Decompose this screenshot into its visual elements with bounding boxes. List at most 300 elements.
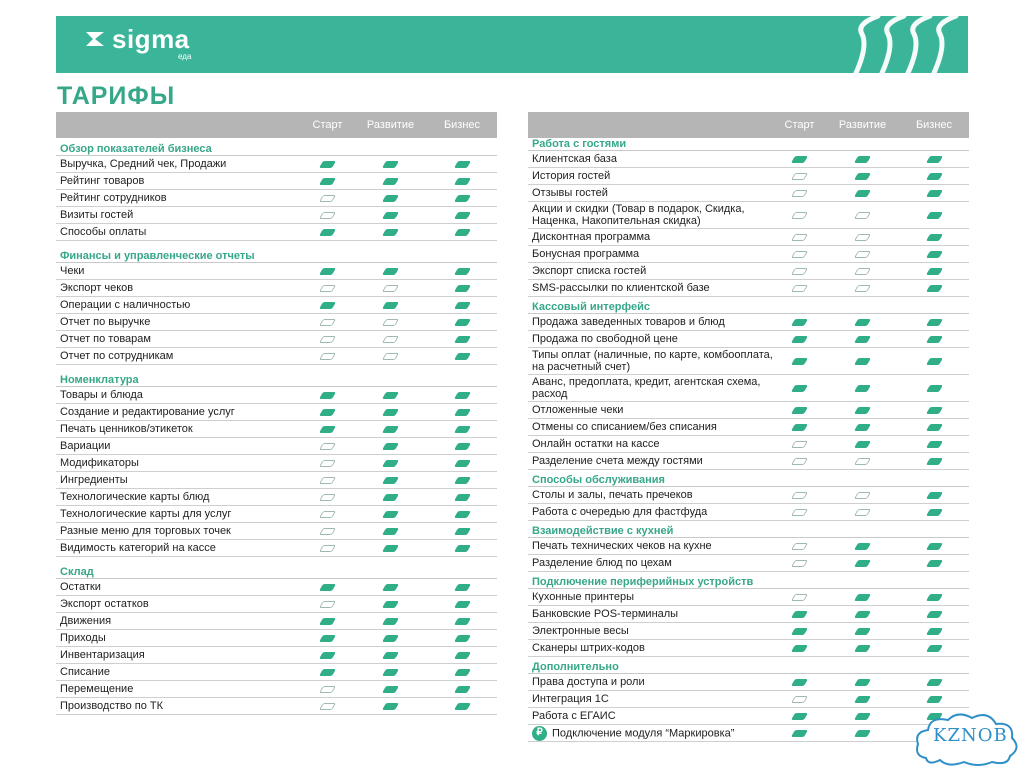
feature-label: Электронные весы xyxy=(532,624,629,637)
table-row xyxy=(528,555,969,572)
table-row xyxy=(528,151,969,168)
included-mark-icon xyxy=(854,713,871,720)
table-row xyxy=(56,472,497,489)
feature-label: Аванс, предоплата, кредит, агентская схема, расход xyxy=(532,375,761,400)
included-mark-icon xyxy=(453,635,470,642)
not-included-mark-icon xyxy=(791,560,808,567)
feature-label: Рейтинг сотрудников xyxy=(60,191,167,204)
included-mark-icon xyxy=(854,441,871,448)
feature-label: Рейтинг товаров xyxy=(60,174,145,187)
section-header: Дополнительно xyxy=(528,657,969,674)
not-included-mark-icon xyxy=(319,353,336,360)
table-header xyxy=(56,112,497,138)
table-row xyxy=(528,402,969,419)
included-mark-icon xyxy=(453,319,470,326)
feature-label: Работа с ЕГАИС xyxy=(532,709,616,722)
included-mark-icon xyxy=(925,212,942,219)
not-included-mark-icon xyxy=(791,509,808,516)
feature-label: Кухонные принтеры xyxy=(532,590,634,603)
not-included-mark-icon xyxy=(319,545,336,552)
not-included-mark-icon xyxy=(854,458,871,465)
included-mark-icon xyxy=(453,669,470,676)
table-row xyxy=(528,606,969,623)
not-included-mark-icon xyxy=(791,190,808,197)
brand-sub: еда xyxy=(178,52,192,61)
feature-label: Экспорт чеков xyxy=(60,281,134,294)
table-row xyxy=(56,224,497,241)
feature-label: Движения xyxy=(60,614,112,627)
feature-label: Выручка, Средний чек, Продажи xyxy=(60,157,227,170)
included-mark-icon xyxy=(925,611,942,618)
section-header: Склад xyxy=(56,557,497,579)
not-included-mark-icon xyxy=(382,285,399,292)
included-mark-icon xyxy=(453,460,470,467)
included-mark-icon xyxy=(925,594,942,601)
included-mark-icon xyxy=(453,686,470,693)
feature-label: Разделение счета между гостями xyxy=(532,454,703,467)
not-included-mark-icon xyxy=(854,251,871,258)
feature-label: История гостей xyxy=(532,169,611,182)
included-mark-icon xyxy=(925,543,942,550)
included-mark-icon xyxy=(854,696,871,703)
sigma-logo-icon xyxy=(84,30,106,48)
table-row xyxy=(528,708,969,725)
included-mark-icon xyxy=(319,635,336,642)
feature-label: Отчет по выручке xyxy=(60,315,151,328)
included-mark-icon xyxy=(854,679,871,686)
included-mark-icon xyxy=(925,492,942,499)
not-included-mark-icon xyxy=(854,268,871,275)
not-included-mark-icon xyxy=(791,594,808,601)
feature-label: Банковские POS-терминалы xyxy=(532,607,679,620)
table-row xyxy=(528,280,969,297)
not-included-mark-icon xyxy=(319,443,336,450)
feature-label: Права доступа и роли xyxy=(532,675,645,688)
not-included-mark-icon xyxy=(319,601,336,608)
included-mark-icon xyxy=(791,730,808,737)
included-mark-icon xyxy=(453,528,470,535)
included-mark-icon xyxy=(382,195,399,202)
feature-label: Видимость категорий на кассе xyxy=(60,541,216,554)
included-mark-icon xyxy=(382,703,399,710)
table-row xyxy=(56,348,497,365)
watermark-text: KZNOB xyxy=(933,725,1008,746)
included-mark-icon xyxy=(382,426,399,433)
feature-label: Модификаторы xyxy=(60,456,139,469)
not-included-mark-icon xyxy=(319,494,336,501)
included-mark-icon xyxy=(925,407,942,414)
included-mark-icon xyxy=(319,618,336,625)
included-mark-icon xyxy=(453,302,470,309)
included-mark-icon xyxy=(453,161,470,168)
table-row xyxy=(528,263,969,280)
feature-label: Отчет по товарам xyxy=(60,332,151,345)
included-mark-icon xyxy=(854,543,871,550)
feature-label: Отложенные чеки xyxy=(532,403,624,416)
included-mark-icon xyxy=(791,645,808,652)
feature-label: Разные меню для торговых точек xyxy=(60,524,231,537)
table-row xyxy=(528,453,969,470)
included-mark-icon xyxy=(382,178,399,185)
included-mark-icon xyxy=(382,686,399,693)
included-mark-icon xyxy=(382,392,399,399)
included-mark-icon xyxy=(453,409,470,416)
included-mark-icon xyxy=(854,611,871,618)
included-mark-icon xyxy=(453,545,470,552)
included-mark-icon xyxy=(319,302,336,309)
header-banner xyxy=(56,16,968,73)
included-mark-icon xyxy=(925,645,942,652)
included-mark-icon xyxy=(453,703,470,710)
feature-label: Чеки xyxy=(60,264,85,277)
table-row xyxy=(56,438,497,455)
included-mark-icon xyxy=(453,601,470,608)
feature-label: Продажа по свободной цене xyxy=(532,332,678,345)
table-row xyxy=(56,156,497,173)
included-mark-icon xyxy=(453,584,470,591)
table-row xyxy=(528,504,969,521)
included-mark-icon xyxy=(925,190,942,197)
table-row xyxy=(528,168,969,185)
included-mark-icon xyxy=(854,730,871,737)
table-row xyxy=(528,623,969,640)
feature-label: Способы оплаты xyxy=(60,225,147,238)
included-mark-icon xyxy=(382,212,399,219)
not-included-mark-icon xyxy=(319,477,336,484)
included-mark-icon xyxy=(382,618,399,625)
not-included-mark-icon xyxy=(319,703,336,710)
included-mark-icon xyxy=(453,195,470,202)
section-header: Номенклатура xyxy=(56,365,497,387)
included-mark-icon xyxy=(925,319,942,326)
feature-label: Клиентская база xyxy=(532,152,617,165)
feature-label: Онлайн остатки на кассе xyxy=(532,437,660,450)
feature-label-text: Подключение модуля “Маркировка” xyxy=(552,726,735,739)
not-included-mark-icon xyxy=(791,441,808,448)
table-row xyxy=(56,207,497,224)
included-mark-icon xyxy=(925,679,942,686)
feature-label: Визиты гостей xyxy=(60,208,134,221)
decorative-stripes xyxy=(56,16,968,73)
table-row xyxy=(56,489,497,506)
ruble-icon: ₽ xyxy=(532,726,547,741)
table-row xyxy=(528,419,969,436)
feature-label: Сканеры штрих-кодов xyxy=(532,641,645,654)
included-mark-icon xyxy=(925,234,942,241)
feature-label: Интеграция 1С xyxy=(532,692,609,705)
brand-name: sigma xyxy=(112,24,190,54)
feature-label: Операции с наличностью xyxy=(60,298,191,311)
feature-label: Инвентаризация xyxy=(60,648,145,661)
included-mark-icon xyxy=(319,652,336,659)
feature-label: Работа с очередью для фастфуда xyxy=(532,505,708,518)
feature-label: Отзывы гостей xyxy=(532,186,608,199)
included-mark-icon xyxy=(382,528,399,535)
included-mark-icon xyxy=(382,669,399,676)
table-row xyxy=(56,630,497,647)
feature-label: Создание и редактирование услуг xyxy=(60,405,235,418)
included-mark-icon xyxy=(319,392,336,399)
table-row xyxy=(56,540,497,557)
table-row xyxy=(528,589,969,606)
table-row xyxy=(56,280,497,297)
table-row xyxy=(528,640,969,657)
included-mark-icon xyxy=(453,652,470,659)
included-mark-icon xyxy=(854,156,871,163)
not-included-mark-icon xyxy=(319,460,336,467)
table-row xyxy=(56,506,497,523)
section-header: Способы обслуживания xyxy=(528,470,969,487)
included-mark-icon xyxy=(382,443,399,450)
feature-label: Перемещение xyxy=(60,682,134,695)
included-mark-icon xyxy=(854,358,871,365)
feature-label: Печать ценников/этикеток xyxy=(60,422,193,435)
included-mark-icon xyxy=(382,460,399,467)
section-header: Работа с гостями xyxy=(528,138,969,151)
included-mark-icon xyxy=(453,392,470,399)
feature-label: Продажа заведенных товаров и блюд xyxy=(532,315,725,328)
table-row xyxy=(528,375,969,402)
table-row xyxy=(56,421,497,438)
included-mark-icon xyxy=(453,618,470,625)
table-row xyxy=(528,185,969,202)
feature-label: Технологические карты блюд xyxy=(60,490,210,503)
included-mark-icon xyxy=(791,679,808,686)
not-included-mark-icon xyxy=(854,234,871,241)
included-mark-icon xyxy=(319,426,336,433)
feature-label: Отмены со списанием/без списания xyxy=(532,420,717,433)
included-mark-icon xyxy=(382,545,399,552)
included-mark-icon xyxy=(854,319,871,326)
included-mark-icon xyxy=(382,409,399,416)
included-mark-icon xyxy=(925,696,942,703)
table-row xyxy=(528,538,969,555)
section-header: Взаимодействие с кухней xyxy=(528,521,969,538)
included-mark-icon xyxy=(382,494,399,501)
table-row xyxy=(56,314,497,331)
included-mark-icon xyxy=(925,385,942,392)
included-mark-icon xyxy=(925,560,942,567)
table-row xyxy=(56,190,497,207)
table-row xyxy=(56,455,497,472)
included-mark-icon xyxy=(453,443,470,450)
not-included-mark-icon xyxy=(382,353,399,360)
included-mark-icon xyxy=(854,560,871,567)
included-mark-icon xyxy=(925,628,942,635)
included-mark-icon xyxy=(382,161,399,168)
included-mark-icon xyxy=(453,477,470,484)
included-mark-icon xyxy=(453,426,470,433)
included-mark-icon xyxy=(319,409,336,416)
section-header: Кассовый интерфейс xyxy=(528,297,969,314)
included-mark-icon xyxy=(854,424,871,431)
included-mark-icon xyxy=(791,611,808,618)
feature-label: Ингредиенты xyxy=(60,473,128,486)
included-mark-icon xyxy=(453,336,470,343)
feature-label: Типы оплат (наличные, по карте, комбооплата, на расчетный счет) xyxy=(532,348,773,373)
feature-label: Приходы xyxy=(60,631,106,644)
feature-label: Отчет по сотрудникам xyxy=(60,349,174,362)
table-row xyxy=(56,681,497,698)
not-included-mark-icon xyxy=(791,173,808,180)
included-mark-icon xyxy=(382,268,399,275)
feature-label: Печать технических чеков на кухне xyxy=(532,539,712,552)
included-mark-icon xyxy=(319,669,336,676)
included-mark-icon xyxy=(854,594,871,601)
included-mark-icon xyxy=(453,353,470,360)
included-mark-icon xyxy=(319,229,336,236)
table-row xyxy=(528,331,969,348)
table-row xyxy=(528,229,969,246)
included-mark-icon xyxy=(382,511,399,518)
table-row xyxy=(56,387,497,404)
included-mark-icon xyxy=(854,190,871,197)
column-business: Бизнес xyxy=(443,119,481,131)
included-mark-icon xyxy=(925,285,942,292)
included-mark-icon xyxy=(453,178,470,185)
included-mark-icon xyxy=(925,173,942,180)
feature-label: SMS-рассылки по клиентской базе xyxy=(532,281,710,294)
column-business: Бизнес xyxy=(915,119,953,131)
included-mark-icon xyxy=(925,458,942,465)
included-mark-icon xyxy=(791,424,808,431)
included-mark-icon xyxy=(791,407,808,414)
table-row xyxy=(528,487,969,504)
not-included-mark-icon xyxy=(319,511,336,518)
feature-label xyxy=(528,726,773,741)
included-mark-icon xyxy=(453,285,470,292)
included-mark-icon xyxy=(791,385,808,392)
table-row xyxy=(56,523,497,540)
included-mark-icon xyxy=(925,424,942,431)
included-mark-icon xyxy=(319,178,336,185)
included-mark-icon xyxy=(319,268,336,275)
included-mark-icon xyxy=(854,645,871,652)
feature-label: Акции и скидки (Товар в подарок, Скидка, Наценка, Накопительная скидка) xyxy=(532,202,745,227)
table-row xyxy=(56,297,497,314)
included-mark-icon xyxy=(382,229,399,236)
table-row xyxy=(56,579,497,596)
included-mark-icon xyxy=(854,385,871,392)
not-included-mark-icon xyxy=(791,251,808,258)
section-header: Подключение периферийных устройств xyxy=(528,572,969,589)
table-row xyxy=(56,698,497,715)
included-mark-icon xyxy=(382,601,399,608)
feature-label: Экспорт остатков xyxy=(60,597,149,610)
included-mark-icon xyxy=(854,628,871,635)
feature-label: Разделение блюд по цехам xyxy=(532,556,672,569)
column-razvitie: Развитие xyxy=(366,119,415,131)
brand-logo xyxy=(84,26,190,52)
included-mark-icon xyxy=(925,156,942,163)
table-row xyxy=(528,691,969,708)
table-row xyxy=(56,664,497,681)
not-included-mark-icon xyxy=(791,285,808,292)
not-included-mark-icon xyxy=(791,458,808,465)
included-mark-icon xyxy=(453,494,470,501)
not-included-mark-icon xyxy=(319,686,336,693)
not-included-mark-icon xyxy=(319,195,336,202)
included-mark-icon xyxy=(791,628,808,635)
included-mark-icon xyxy=(382,477,399,484)
table-row xyxy=(56,173,497,190)
included-mark-icon xyxy=(453,268,470,275)
included-mark-icon xyxy=(925,358,942,365)
column-start: Старт xyxy=(784,119,815,131)
not-included-mark-icon xyxy=(791,234,808,241)
included-mark-icon xyxy=(925,509,942,516)
feature-label: Технологические карты для услуг xyxy=(60,507,232,520)
included-mark-icon xyxy=(854,173,871,180)
not-included-mark-icon xyxy=(319,319,336,326)
not-included-mark-icon xyxy=(319,285,336,292)
table-row xyxy=(528,314,969,331)
table-row xyxy=(56,647,497,664)
not-included-mark-icon xyxy=(791,212,808,219)
section-header: Обзор показателей бизнеса xyxy=(56,138,497,156)
table-row xyxy=(56,613,497,630)
not-included-mark-icon xyxy=(382,336,399,343)
feature-label: Производство по ТК xyxy=(60,699,164,712)
included-mark-icon xyxy=(319,161,336,168)
table-row xyxy=(56,263,497,280)
table-row xyxy=(56,596,497,613)
included-mark-icon xyxy=(382,584,399,591)
included-mark-icon xyxy=(854,407,871,414)
tariff-table-left xyxy=(56,112,497,715)
table-row xyxy=(56,331,497,348)
table-row xyxy=(56,404,497,421)
included-mark-icon xyxy=(925,336,942,343)
table-header xyxy=(528,112,969,138)
included-mark-icon xyxy=(453,212,470,219)
included-mark-icon xyxy=(319,584,336,591)
feature-label: Остатки xyxy=(60,580,101,593)
feature-label: Дисконтная программа xyxy=(532,230,651,243)
included-mark-icon xyxy=(382,302,399,309)
table-row xyxy=(528,436,969,453)
feature-label: Товары и блюда xyxy=(60,388,143,401)
table-row xyxy=(528,348,969,375)
included-mark-icon xyxy=(791,336,808,343)
not-included-mark-icon xyxy=(854,492,871,499)
included-mark-icon xyxy=(925,251,942,258)
feature-label: Бонусная программа xyxy=(532,247,640,260)
feature-label: Списание xyxy=(60,665,110,678)
not-included-mark-icon xyxy=(854,285,871,292)
not-included-mark-icon xyxy=(854,509,871,516)
not-included-mark-icon xyxy=(382,319,399,326)
included-mark-icon xyxy=(382,635,399,642)
feature-label: Вариации xyxy=(60,439,111,452)
not-included-mark-icon xyxy=(791,543,808,550)
not-included-mark-icon xyxy=(791,268,808,275)
table-row xyxy=(528,725,969,742)
included-mark-icon xyxy=(791,713,808,720)
table-row xyxy=(528,202,969,229)
tariff-table-right xyxy=(528,112,969,742)
included-mark-icon xyxy=(791,319,808,326)
not-included-mark-icon xyxy=(791,492,808,499)
included-mark-icon xyxy=(791,358,808,365)
not-included-mark-icon xyxy=(319,212,336,219)
included-mark-icon xyxy=(925,268,942,275)
included-mark-icon xyxy=(791,156,808,163)
included-mark-icon xyxy=(854,336,871,343)
not-included-mark-icon xyxy=(319,336,336,343)
feature-label: Столы и залы, печать пречеков xyxy=(532,488,693,501)
section-header: Финансы и управленческие отчеты xyxy=(56,241,497,263)
